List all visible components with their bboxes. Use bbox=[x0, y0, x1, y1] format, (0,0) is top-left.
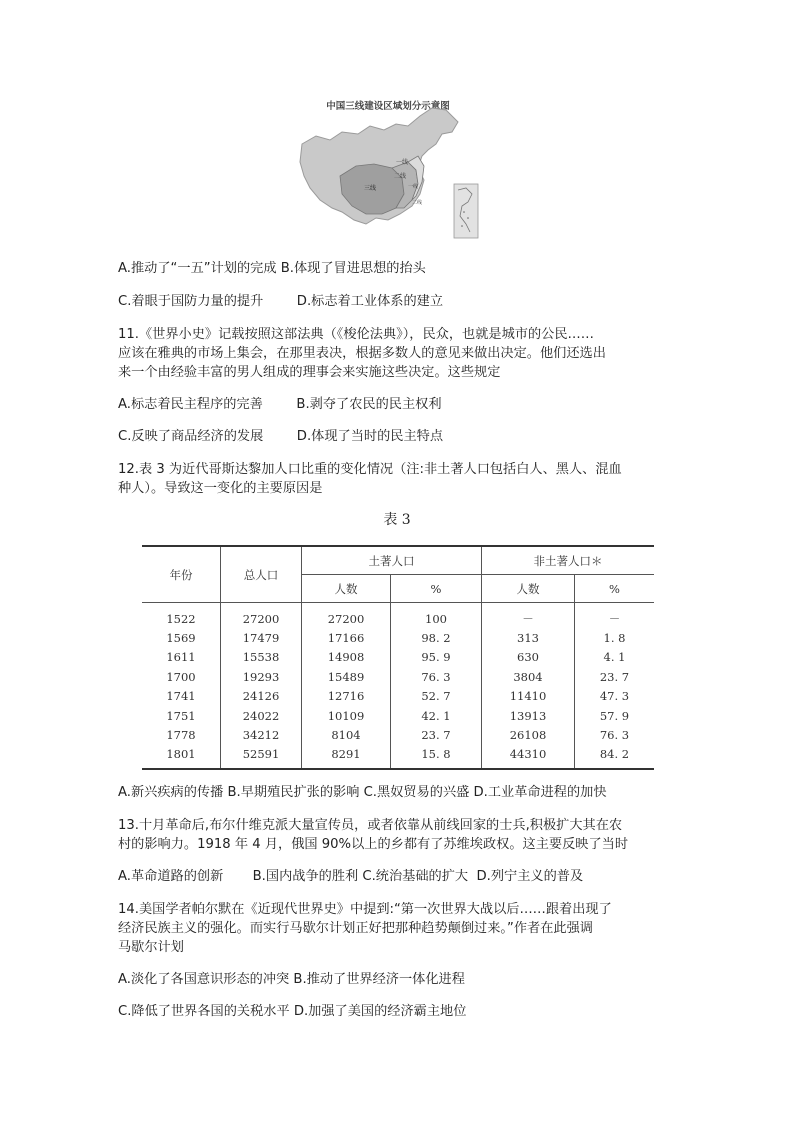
q10-option-line: A.推动了“一五”计划的完成 B.体现了冒进思想的抬头 bbox=[118, 261, 426, 276]
q11-option-line: C.反映了商品经济的发展 D.体现了当时的民主特点 bbox=[118, 429, 444, 444]
q11-stem-line: 应该在雅典的市场上集会，在那里表决，根据多数人的意见来做出决定。他们还选出 bbox=[118, 346, 606, 361]
cell-total: 15538 bbox=[221, 648, 302, 667]
cell-native-count: 8104 bbox=[302, 725, 391, 744]
cell-nonnative-pct: 1. 8 bbox=[575, 628, 655, 647]
header-native-pct: % bbox=[391, 575, 482, 603]
cell-year: 1801 bbox=[166, 747, 196, 762]
cell-year: 1751 bbox=[166, 708, 196, 723]
cell-nonnative-count: 3804 bbox=[482, 667, 575, 686]
cell-year: 1569 bbox=[166, 631, 196, 646]
cell-year: 1778 bbox=[166, 728, 196, 743]
cell-nonnative-pct: 47. 3 bbox=[575, 687, 655, 706]
table-row bbox=[142, 648, 654, 667]
cell-native-count: 14908 bbox=[302, 648, 391, 667]
q13-option-line: A.革命道路的创新 B.国内战争的胜利 C.统治基础的扩大 D.列宁主义的普及 bbox=[118, 869, 584, 884]
q12-option-line: A.新兴疾病的传播 B.早期殖民扩张的影响 C.黑奴贸易的兴盛 D.工业革命进程的加快 bbox=[118, 785, 607, 800]
cell-native-pct: 52. 7 bbox=[391, 687, 482, 706]
header-nonnative-count: 人数 bbox=[482, 575, 575, 603]
cell-nonnative-count: 11410 bbox=[482, 687, 575, 706]
cell-native-pct: 95. 9 bbox=[391, 648, 482, 667]
table-row bbox=[142, 725, 654, 744]
cell-year: 1741 bbox=[166, 689, 196, 704]
cell-nonnative-pct: － bbox=[575, 603, 655, 629]
q12-stem-line: 12.表 3 为近代哥斯达黎加人口比重的变化情况（注:非土著人口包括白人、黑人、混血 bbox=[118, 462, 622, 477]
cell-year: 1611 bbox=[166, 650, 196, 665]
cell-nonnative-count: 313 bbox=[482, 628, 575, 647]
cell-total: 17479 bbox=[221, 628, 302, 647]
cell-native-count: 8291 bbox=[302, 745, 391, 769]
cell-total: 34212 bbox=[221, 725, 302, 744]
cell-native-count: 12716 bbox=[302, 687, 391, 706]
header-native-count: 人数 bbox=[302, 575, 391, 603]
cell-nonnative-count: － bbox=[482, 603, 575, 629]
header-non-native: 非土著人口＊ bbox=[482, 546, 655, 575]
map-label: 二线 bbox=[412, 200, 423, 206]
table-row bbox=[142, 667, 654, 686]
cell-native-pct: 23. 7 bbox=[391, 725, 482, 744]
cell-nonnative-count: 26108 bbox=[482, 725, 575, 744]
cell-native-count: 15489 bbox=[302, 667, 391, 686]
q10-option-line: C.着眼于国防力量的提升 D.标志着工业体系的建立 bbox=[118, 294, 444, 309]
header-nonnative-pct: % bbox=[575, 575, 655, 603]
q14-option-line: A.淡化了各国意识形态的冲突 B.推动了世界经济一体化进程 bbox=[118, 972, 465, 987]
cell-nonnative-pct: 4. 1 bbox=[575, 648, 655, 667]
cell-native-pct: 42. 1 bbox=[391, 706, 482, 725]
population-table bbox=[142, 545, 654, 770]
table-row bbox=[142, 628, 654, 647]
china-third-front-map bbox=[296, 96, 480, 242]
cell-nonnative-pct: 76. 3 bbox=[575, 725, 655, 744]
header-native: 土著人口 bbox=[302, 546, 482, 575]
table-row bbox=[142, 706, 654, 725]
table-caption: 表 3 bbox=[383, 512, 411, 528]
cell-total: 24022 bbox=[221, 706, 302, 725]
q14-stem-line: 14.美国学者帕尔默在《近现代世界史》中提到:“第一次世界大战以后……跟着出现了 bbox=[118, 902, 612, 917]
cell-native-pct: 100 bbox=[391, 603, 482, 629]
table-row bbox=[142, 745, 654, 769]
cell-total: 24126 bbox=[221, 687, 302, 706]
table-row bbox=[142, 603, 654, 629]
map-label: 一线 bbox=[396, 159, 409, 166]
cell-native-pct: 98. 2 bbox=[391, 628, 482, 647]
cell-total: 19293 bbox=[221, 667, 302, 686]
cell-nonnative-pct: 57. 9 bbox=[575, 706, 655, 725]
q14-option-line: C.降低了世界各国的关税水平 D.加强了美国的经济霸主地位 bbox=[118, 1004, 467, 1019]
table-row bbox=[142, 687, 654, 706]
table-body bbox=[142, 603, 654, 770]
header-year: 年份 bbox=[142, 546, 221, 603]
cell-native-pct: 15. 8 bbox=[391, 745, 482, 769]
q11-stem-line: 11.《世界小史》记载按照这部法典（《梭伦法典》），民众，也就是城市的公民…… bbox=[118, 327, 594, 342]
cell-year: 1700 bbox=[166, 669, 196, 684]
cell-nonnative-count: 44310 bbox=[482, 745, 575, 769]
cell-year: 1522 bbox=[166, 611, 196, 626]
china-map-image bbox=[296, 96, 480, 242]
cell-nonnative-count: 13913 bbox=[482, 706, 575, 725]
q13-stem-line: 13.十月革命后,布尔什维克派大量宣传员，或者依靠从前线回家的士兵,积极扩大其在农 bbox=[118, 818, 623, 833]
cell-total: 27200 bbox=[221, 603, 302, 629]
map-title: 中国三线建设区域划分示意图 bbox=[326, 101, 450, 112]
map-label: 三线 bbox=[364, 185, 377, 192]
cell-native-pct: 76. 3 bbox=[391, 667, 482, 686]
cell-nonnative-count: 630 bbox=[482, 648, 575, 667]
south-china-sea-inset bbox=[454, 184, 478, 238]
map-label: 一线 bbox=[408, 184, 419, 190]
cell-native-count: 17166 bbox=[302, 628, 391, 647]
q14-stem-line: 马歇尔计划 bbox=[118, 940, 184, 955]
map-label: 二线 bbox=[394, 173, 407, 180]
q11-stem-line: 来一个由经验丰富的男人组成的理事会来实施这些决定。这些规定 bbox=[118, 365, 501, 380]
cell-native-count: 27200 bbox=[302, 603, 391, 629]
q11-option-line: A.标志着民主程序的完善 B.剥夺了农民的民主权利 bbox=[118, 397, 442, 412]
cell-total: 52591 bbox=[221, 745, 302, 769]
cell-nonnative-pct: 84. 2 bbox=[575, 745, 655, 769]
cell-native-count: 10109 bbox=[302, 706, 391, 725]
cell-nonnative-pct: 23. 7 bbox=[575, 667, 655, 686]
q14-stem-line: 经济民族主义的强化。而实行马歇尔计划正好把那种趋势颠倒过来。”作者在此强调 bbox=[118, 921, 593, 936]
q12-stem-line: 种人）。导致这一变化的主要原因是 bbox=[118, 481, 323, 496]
header-total: 总人口 bbox=[221, 546, 302, 603]
q13-stem-line: 村的影响力。1918 年 4 月，俄国 90%以上的乡都有了苏维埃政权。这主要反映了当时 bbox=[118, 837, 629, 852]
